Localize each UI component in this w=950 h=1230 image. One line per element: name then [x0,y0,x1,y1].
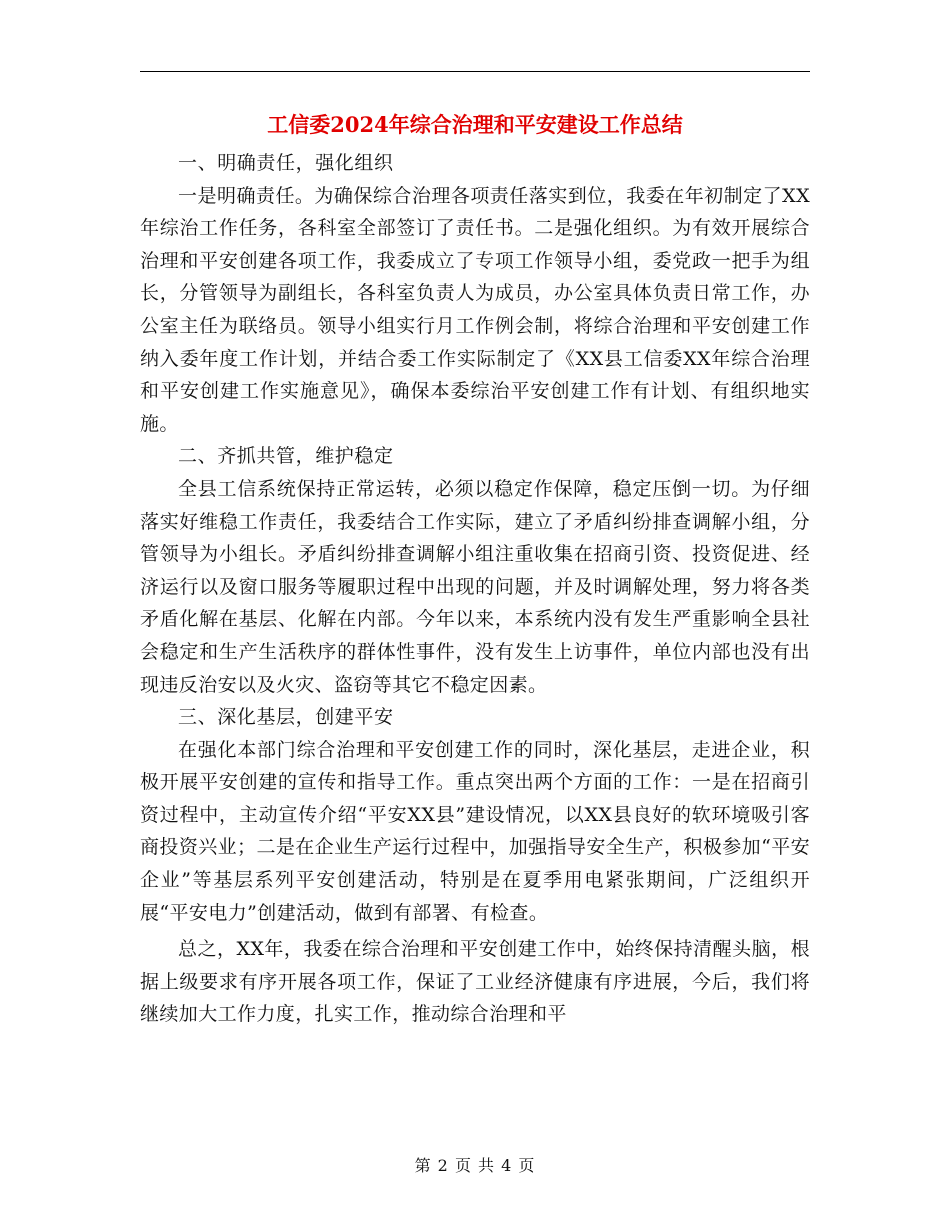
document-body [140,147,810,1031]
document-title: 工信委2024年综合治理和平安建设工作总结 [267,112,683,137]
paragraph-4: 总之，XX年，我委在综合治理和平安创建工作中，始终保持清醒头脑，根据上级要求有序开展各项工作，保证了工业经济健康有序进展，今后，我们将继续加大工作力度，扎实工作，推动综合治理和平 [140,938,810,1026]
header-rule [140,71,810,72]
paragraph-2: 全县工信系统保持正常运转，必须以稳定作保障，稳定压倒一切。为仔细落实好维稳工作责任，我委结合工作实际，建立了矛盾纠纷排查调解小组，分管领导为小组长。矛盾纠纷排查调解小组注重收集在招商引资、投资促进、经济运行以及窗口服务等履职过程中出现的问题，并及时调解处理，努力将各类矛盾化解在基层、化解在内部。今年以来，本系统内没有发生严重影响全县社会稳定和生产生活秩序的群体性事件，没有发生上访事件，单位内部也没有出现违反治安以及火灾、盗窃等其它不稳定因素。 [140,477,810,696]
page-number: 第 2 页 共 4 页 [414,1156,536,1175]
paragraph-1: 一是明确责任。为确保综合治理各项责任落实到位，我委在年初制定了XX年综治工作任务，各科室全部签订了责任书。二是强化组织。为有效开展综合治理和平安创建各项工作，我委成立了专项工作领导小组，委党政一把手为组长，分管领导为副组长，各科室负责人为成员，办公室具体负责日常工作，办公室主任为联络员。领导小组实行月工作例会制，将综合治理和平安创建工作纳入委年度工作计划，并结合委工作实际制定了《XX县工信委XX年综合治理和平安创建工作实施意见》，确保本委综治平安创建工作有计划、有组织地实施。 [140,184,810,435]
section-heading-1: 一、明确责任，强化组织 [178,152,394,174]
paragraph-3: 在强化本部门综合治理和平安创建工作的同时，深化基层，走进企业，积极开展平安创建的宣传和指导工作。重点突出两个方面的工作：一是在招商引资过程中，主动宣传介绍“平安XX县”建设情况，以XX县良好的软环境吸引客商投资兴业；二是在企业生产运行过程中，加强指导安全生产，积极参加“平安企业”等基层系列平安创建活动，特别是在夏季用电紧张期间，广泛组织开展“平安电力”创建活动，做到有部署、有检查。 [140,738,810,924]
section-heading-3: 三、深化基层，创建平安 [178,706,394,729]
section-heading-2: 二、齐抓共管，维护稳定 [178,445,394,468]
